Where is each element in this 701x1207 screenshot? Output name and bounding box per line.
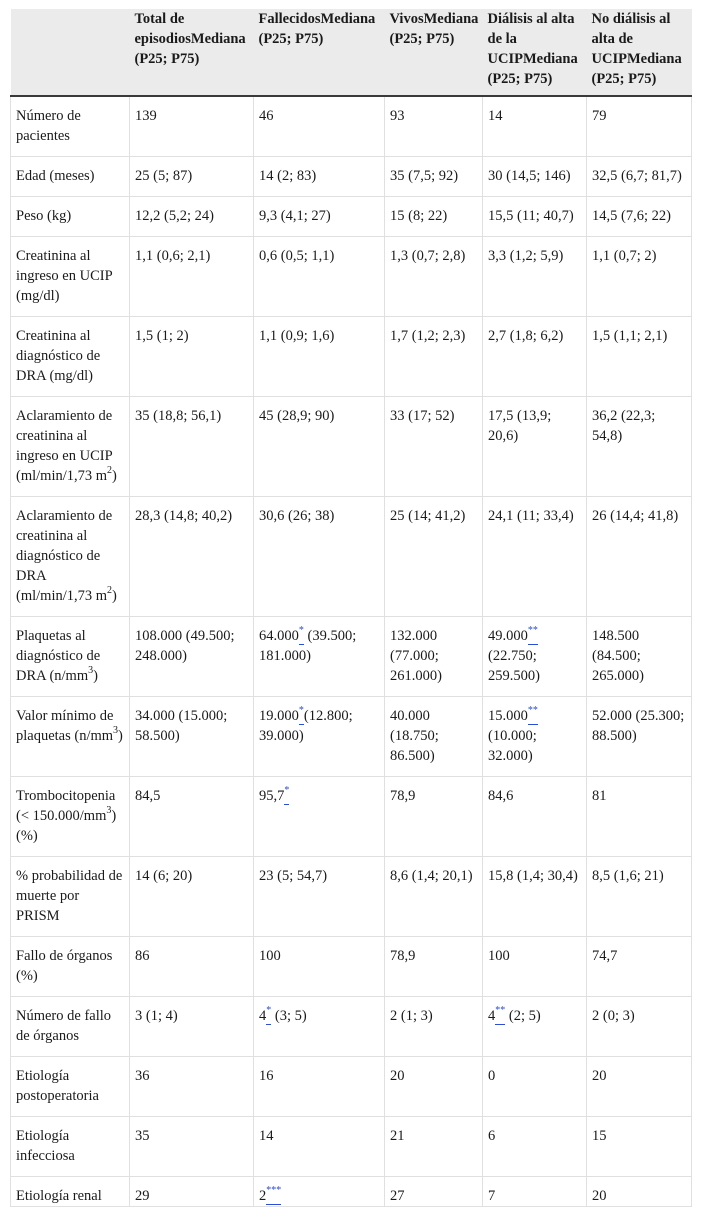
cell: 46 xyxy=(254,96,385,157)
cell: 14 xyxy=(254,1117,385,1177)
footnote-mark: * xyxy=(266,1005,272,1017)
row-label: Edad (meses) xyxy=(11,157,130,197)
row-label: Número de fallo de órganos xyxy=(11,997,130,1057)
superscript: 3 xyxy=(113,725,119,737)
footnote-link[interactable] xyxy=(495,1005,506,1025)
cell: 3,3 (1,2; 5,9) xyxy=(483,237,587,317)
cell-value: 64.000 xyxy=(259,628,299,644)
cell: 2 (0; 3) xyxy=(587,997,692,1057)
cell: 25 (14; 41,2) xyxy=(385,497,483,617)
cell: 14 (6; 20) xyxy=(130,857,254,937)
row-label: Fallo de órganos (%) xyxy=(11,937,130,997)
cell-value: (22.750; 259.500) xyxy=(488,648,540,684)
cell: 1,3 (0,7; 2,8) xyxy=(385,237,483,317)
table-row xyxy=(11,857,692,937)
cell: 21 xyxy=(385,1117,483,1177)
cell: 132.000 (77.000; 261.000) xyxy=(385,617,483,697)
cell: 52.000 (25.300; 88.500) xyxy=(587,697,692,777)
row-label xyxy=(11,697,130,777)
row-label xyxy=(11,497,130,617)
cell: 45 (28,9; 90) xyxy=(254,397,385,497)
table-row xyxy=(11,96,692,157)
row-label-text: Aclaramiento de creatinina al diagnóstico de DRA (ml/min/1,73 m xyxy=(16,508,113,604)
cell: 23 (5; 54,7) xyxy=(254,857,385,937)
cell-value: 2 xyxy=(259,1188,267,1204)
footnote-mark: *** xyxy=(266,1185,282,1197)
row-label: Creatinina al diagnóstico de DRA (mg/dl) xyxy=(11,317,130,397)
cell: 108.000 (49.500; 248.000) xyxy=(130,617,254,697)
cell: 148.500 (84.500; 265.000) xyxy=(587,617,692,697)
row-label-text: ) xyxy=(93,668,98,684)
row-label-text: ) xyxy=(112,468,117,484)
cell: 32,5 (6,7; 81,7) xyxy=(587,157,692,197)
row-label xyxy=(11,617,130,697)
cell: 36 xyxy=(130,1057,254,1117)
cell: 28,3 (14,8; 40,2) xyxy=(130,497,254,617)
cell-value: 4 xyxy=(259,1008,267,1024)
row-label-text: Plaquetas al diagnóstico de DRA (n/mm xyxy=(16,628,101,684)
cell xyxy=(254,617,385,697)
cell-value: 4 xyxy=(488,1008,496,1024)
table-row xyxy=(11,777,692,857)
cell: 16 xyxy=(254,1057,385,1117)
cell xyxy=(254,697,385,777)
superscript: 3 xyxy=(106,805,112,817)
cell: 15 (8; 22) xyxy=(385,197,483,237)
cell xyxy=(254,1177,385,1207)
row-label-text: Trombocitopenia (< 150.000/mm xyxy=(16,788,116,824)
cell: 84,6 xyxy=(483,777,587,857)
cell-value: 15.000 xyxy=(488,708,528,724)
cell: 8,6 (1,4; 20,1) xyxy=(385,857,483,937)
cell: 25 (5; 87) xyxy=(130,157,254,197)
cell: 1,7 (1,2; 2,3) xyxy=(385,317,483,397)
row-label-text: ) xyxy=(118,728,123,744)
header-dialisis: Diálisis al alta de la UCIPMediana (P25; P75) xyxy=(483,9,587,96)
superscript: 3 xyxy=(88,665,94,677)
table-row xyxy=(11,997,692,1057)
footnote-mark: * xyxy=(298,705,304,717)
cell: 15 xyxy=(587,1117,692,1177)
cell: 86 xyxy=(130,937,254,997)
row-label xyxy=(11,777,130,857)
row-label: Creatinina al ingreso en UCIP (mg/dl) xyxy=(11,237,130,317)
cell xyxy=(483,697,587,777)
table-row xyxy=(11,1117,692,1177)
cell xyxy=(254,997,385,1057)
cell: 30 (14,5; 146) xyxy=(483,157,587,197)
cell-value: 49.000 xyxy=(488,628,528,644)
row-label-text: Aclaramiento de creatinina al ingreso en UCIP (ml/min/1,73 m xyxy=(16,408,113,484)
table-row xyxy=(11,397,692,497)
header-cell-empty xyxy=(11,9,130,96)
row-label xyxy=(11,397,130,497)
cell: 36,2 (22,3; 54,8) xyxy=(587,397,692,497)
cell: 12,2 (5,2; 24) xyxy=(130,197,254,237)
data-table xyxy=(10,9,692,1207)
table-row xyxy=(11,497,692,617)
cell-value: (3; 5) xyxy=(271,1008,307,1024)
cell xyxy=(483,997,587,1057)
cell: 29 xyxy=(130,1177,254,1207)
cell: 1,5 (1; 2) xyxy=(130,317,254,397)
row-label: Etiología infecciosa xyxy=(11,1117,130,1177)
table-row xyxy=(11,317,692,397)
footnote-link[interactable] xyxy=(527,705,538,725)
header-total: Total de episodiosMediana (P25; P75) xyxy=(130,9,254,96)
table-row xyxy=(11,157,692,197)
cell: 14,5 (7,6; 22) xyxy=(587,197,692,237)
cell: 34.000 (15.000; 58.500) xyxy=(130,697,254,777)
cell: 35 xyxy=(130,1117,254,1177)
row-label-text: ) (%) xyxy=(16,808,117,844)
cell: 20 xyxy=(385,1057,483,1117)
cell: 8,5 (1,6; 21) xyxy=(587,857,692,937)
cell-value: (10.000; 32.000) xyxy=(488,728,537,764)
cell: 0,6 (0,5; 1,1) xyxy=(254,237,385,317)
row-label: Peso (kg) xyxy=(11,197,130,237)
cell: 78,9 xyxy=(385,937,483,997)
row-label: Etiología postoperatoria xyxy=(11,1057,130,1117)
cell-value: (39.500; 181.000) xyxy=(259,628,357,664)
cell: 20 xyxy=(587,1177,692,1207)
superscript: 2 xyxy=(107,585,113,597)
cell-value: (12.800; 39.000) xyxy=(259,708,353,744)
header-fallecidos: FallecidosMediana (P25; P75) xyxy=(254,9,385,96)
cell: 93 xyxy=(385,96,483,157)
footnote-link[interactable] xyxy=(284,785,290,805)
cell: 3 (1; 4) xyxy=(130,997,254,1057)
table-row xyxy=(11,697,692,777)
cell: 35 (7,5; 92) xyxy=(385,157,483,197)
cell: 139 xyxy=(130,96,254,157)
footnote-link[interactable] xyxy=(527,625,538,645)
row-label-text: Valor mínimo de plaquetas (n/mm xyxy=(16,708,114,744)
cell-value: 19.000 xyxy=(259,708,299,724)
cell: 81 xyxy=(587,777,692,857)
cell: 1,1 (0,7; 2) xyxy=(587,237,692,317)
table-row xyxy=(11,237,692,317)
cell: 30,6 (26; 38) xyxy=(254,497,385,617)
row-label-text: ) xyxy=(112,588,117,604)
cell: 20 xyxy=(587,1057,692,1117)
cell: 100 xyxy=(483,937,587,997)
cell: 35 (18,8; 56,1) xyxy=(130,397,254,497)
cell: 2 (1; 3) xyxy=(385,997,483,1057)
cell: 74,7 xyxy=(587,937,692,997)
cell: 14 xyxy=(483,96,587,157)
footnote-mark: ** xyxy=(527,625,538,637)
cell: 9,3 (4,1; 27) xyxy=(254,197,385,237)
cell: 0 xyxy=(483,1057,587,1117)
row-label: % probabilidad de muerte por PRISM xyxy=(11,857,130,937)
table-row xyxy=(11,1177,692,1207)
cell: 84,5 xyxy=(130,777,254,857)
footnote-link[interactable] xyxy=(266,1185,282,1205)
cell: 26 (14,4; 41,8) xyxy=(587,497,692,617)
superscript: 2 xyxy=(107,465,113,477)
table-container xyxy=(10,9,691,1207)
table-row xyxy=(11,617,692,697)
cell: 1,5 (1,1; 2,1) xyxy=(587,317,692,397)
cell-value: (2; 5) xyxy=(505,1008,541,1024)
cell: 15,8 (1,4; 30,4) xyxy=(483,857,587,937)
cell xyxy=(483,617,587,697)
table-header-row xyxy=(11,9,692,96)
cell: 14 (2; 83) xyxy=(254,157,385,197)
cell: 27 xyxy=(385,1177,483,1207)
row-label: Etiología renal xyxy=(11,1177,130,1207)
cell: 24,1 (11; 33,4) xyxy=(483,497,587,617)
table-row xyxy=(11,937,692,997)
cell: 1,1 (0,6; 2,1) xyxy=(130,237,254,317)
cell: 40.000 (18.750; 86.500) xyxy=(385,697,483,777)
cell: 7 xyxy=(483,1177,587,1207)
footnote-mark: * xyxy=(284,785,290,797)
cell: 79 xyxy=(587,96,692,157)
row-label: Número de pacientes xyxy=(11,96,130,157)
table-row xyxy=(11,197,692,237)
table-row xyxy=(11,1057,692,1117)
cell: 15,5 (11; 40,7) xyxy=(483,197,587,237)
cell: 6 xyxy=(483,1117,587,1177)
cell: 100 xyxy=(254,937,385,997)
cell-value: 95,7 xyxy=(259,788,285,804)
cell: 1,1 (0,9; 1,6) xyxy=(254,317,385,397)
cell: 2,7 (1,8; 6,2) xyxy=(483,317,587,397)
header-no-dialisis: No diálisis al alta de UCIPMediana (P25; P75) xyxy=(587,9,692,96)
cell: 17,5 (13,9; 20,6) xyxy=(483,397,587,497)
footnote-mark: * xyxy=(298,625,304,637)
cell: 78,9 xyxy=(385,777,483,857)
cell: 33 (17; 52) xyxy=(385,397,483,497)
cell xyxy=(254,777,385,857)
footnote-mark: ** xyxy=(495,1005,506,1017)
footnote-mark: ** xyxy=(527,705,538,717)
header-vivos: VivosMediana (P25; P75) xyxy=(385,9,483,96)
